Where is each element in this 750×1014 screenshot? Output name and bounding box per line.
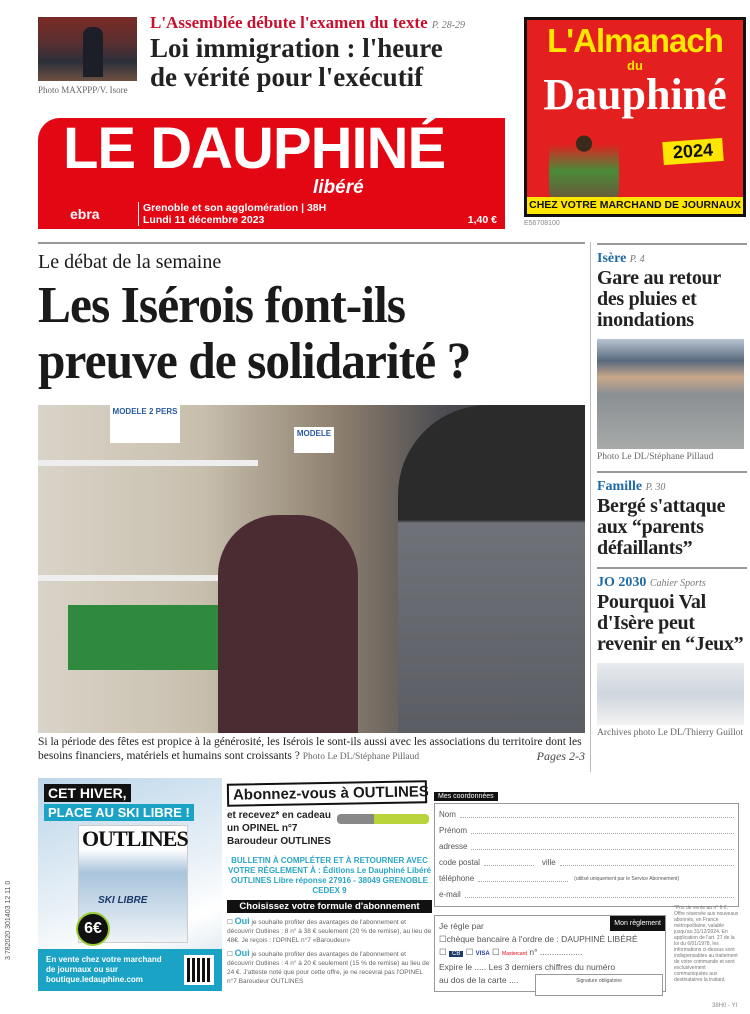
sidebar-headline-jo[interactable]: Pourquoi Val d'Isère peut revenir en “Jeux”	[597, 591, 744, 655]
main-caption	[38, 735, 585, 764]
expiry-row[interactable]: Expire le ..... Les 3 derniers chiffres du numéro	[439, 962, 616, 972]
ski-ad-headline2: PLACE AU SKI LIBRE !	[44, 804, 194, 821]
mastercard-icon: Mastercard	[502, 951, 528, 957]
field-label: ville	[541, 858, 556, 867]
almanach-year: 2024	[662, 138, 724, 165]
subscription-option-1[interactable]: ☐ Oui je souhaite profiter des avantages de l'abonnement et découvrir Outlines : 8 n° à 38 € seulement (20 % de remise), au lieu de 48€. Je reçois : l'OPINEL n°7 «Baroudeur»	[227, 916, 432, 944]
opinel-knife-icon	[337, 814, 429, 824]
divider	[38, 242, 585, 244]
page-ref: P. 4	[629, 254, 645, 265]
masthead-logo: LE DAUPHINÉ	[63, 116, 446, 181]
photo-sign: MODELE 2 PERS	[110, 405, 180, 443]
edition-name: Grenoble et son agglomération | 38H	[143, 202, 327, 214]
ski-ad-headline1: CET HIVER,	[44, 784, 131, 802]
masthead-logo-sub: libéré	[313, 177, 364, 198]
outlines-ski-ad[interactable]	[38, 778, 222, 991]
sidebar-kicker-jo	[597, 574, 747, 592]
price-badge: 6€	[76, 912, 110, 946]
man-receiving	[398, 405, 585, 733]
kicker-text: JO 2030	[597, 575, 647, 590]
subscription-choose-bar: Choisissez votre formule d'abonnement	[227, 900, 432, 913]
sidebar-headline-famille[interactable]: Bergé s'attaque aux “parents défaillants”	[597, 495, 726, 559]
field-code-postal[interactable]	[439, 855, 734, 871]
issue-date: Lundi 11 décembre 2023	[143, 214, 265, 226]
almanach-title: L'Almanach	[547, 22, 723, 59]
divider	[597, 567, 747, 569]
divider	[597, 471, 747, 473]
subscription-gift: et recevez* en cadeau un OPINEL n°7 Baroudeur OUTLINES	[227, 810, 331, 847]
sidebar-kicker-isere	[597, 250, 747, 268]
almanach-character-illustration	[549, 130, 619, 198]
signature-label: Signature obligatoire	[576, 978, 622, 984]
field-input[interactable]	[484, 855, 534, 866]
phone-note: (utilisé uniquement par le Service Abonnement)	[574, 876, 680, 882]
subscription-form	[434, 785, 739, 992]
cvv-label: Les 3 derniers chiffres du numéro	[488, 962, 616, 972]
field-adresse[interactable]	[439, 839, 734, 855]
almanach-code: E56708100	[524, 220, 560, 227]
column-divider	[590, 242, 591, 772]
photo-sign: MODELE	[294, 427, 334, 453]
field-input[interactable]	[460, 807, 734, 818]
field-input[interactable]	[471, 823, 734, 834]
teaser-photo	[38, 17, 137, 81]
kicker-text: Isère	[597, 251, 627, 266]
issue-price: 1,40 €	[467, 214, 497, 226]
coordinates-label: Mes coordonnées	[434, 792, 498, 801]
teaser-photo-credit: Photo MAXPPP/V. Isore	[38, 85, 128, 95]
expiry-label: Expire le	[439, 962, 473, 972]
signature-box[interactable]	[535, 974, 663, 996]
barcode: 3 782020 301403 12 11 0	[5, 880, 12, 960]
payment-box	[434, 915, 666, 992]
edition-info	[138, 202, 326, 226]
volunteer-woman	[218, 515, 358, 733]
ski-ad-footer-text: En vente chez votre marchand de journaux ou sur boutique.ledauphine.com	[46, 955, 162, 984]
field-label: téléphone	[439, 874, 475, 883]
subscription-ad	[227, 782, 432, 992]
field-input[interactable]	[471, 839, 734, 850]
legal-text: *Prix de vente au n° 6 €. Offre réservée aux nouveaux abonnés, en France métropolitaine, valable jusqu'au 31/12/2024. En application de l'art. 27 de la loi du 6/01/1978, les informations ci-dessus sont indispensables au traitement de votre commande et sont exclusivement communiquées aux destinataires la traitant.	[674, 905, 739, 983]
almanach-ad[interactable]	[524, 17, 746, 217]
main-headline-line2: preuve de solidarité ?	[38, 333, 471, 390]
field-label: e-mail	[439, 890, 461, 899]
teaser-headline[interactable]	[150, 34, 443, 92]
main-headline-line1: Les Isérois font-ils	[38, 277, 406, 334]
photo-credit: Photo Le DL/Stéphane Pillaud	[302, 752, 420, 762]
page-number: 38H0 - YI	[712, 1003, 738, 1009]
almanach-footer: CHEZ VOTRE MARCHAND DE JOURNAUX	[527, 197, 743, 214]
cheque-option[interactable]: ☐chèque bancaire à l'ordre de : DAUPHINÉ LIBÉRÉ	[439, 934, 638, 944]
caption-text: Si la période des fêtes est propice à la générosité, les Isérois le sont-ils aussi avec les associations du territoire dont les besoins financiers, matériels et humains sont croissants ?	[38, 736, 582, 762]
main-headline[interactable]	[38, 278, 470, 390]
sidebar-kicker-famille	[597, 478, 747, 496]
val-disere-photo	[597, 663, 744, 725]
green-crates	[68, 605, 218, 670]
page-ref: P. 30	[645, 482, 666, 493]
divider	[597, 243, 747, 245]
subscription-option-2[interactable]: ☐ Oui je souhaite profiter des avantages de l'abonnement et découvrir Outlines : 4 n° à 20 € seulement (15 % de remise) au lieu de 24 €. J'atteste noté que pour cette offre, je ne recevrai pas l'OPINEL n°7 Baroudeur OUTLINES	[227, 948, 430, 985]
teaser-kicker-text: L'Assemblée débute l'examen du texte	[150, 13, 428, 32]
option-yes: Oui	[234, 916, 250, 926]
main-photo	[38, 405, 585, 733]
ebra-logo: ebra	[70, 206, 100, 222]
cvv-label-2: au dos de la carte	[439, 975, 507, 985]
sidebar-headline-isere[interactable]: Gare au retour des pluies et inondations	[597, 267, 721, 331]
field-label: Nom	[439, 810, 456, 819]
almanach-dauphine: Dauphiné	[543, 70, 727, 119]
field-label: Prénom	[439, 826, 468, 835]
field-input[interactable]	[478, 871, 568, 882]
page-ref: Cahier Sports	[649, 578, 706, 589]
cvv-row[interactable]: au dos de la carte ....	[439, 975, 519, 985]
cb-card-icon: CB	[449, 951, 463, 957]
teaser-headline-line2: de vérité pour l'exécutif	[150, 62, 424, 92]
photo-credit: Photo Le DL/Stéphane Pillaud	[597, 452, 714, 462]
visa-card-icon: VISA	[475, 951, 490, 957]
magazine-subtitle: SKI LIBRE	[98, 895, 148, 906]
cheque-text: chèque bancaire à l'ordre de : DAUPHINÉ LIBÉRÉ	[446, 934, 638, 944]
pay-by-label: Je règle par	[439, 921, 484, 931]
subscription-bulletin: BULLETIN À COMPLÉTER ET À RETOURNER AVEC VOTRE RÈGLEMENT À : Éditions Le Dauphiné Libéré OUTLINES Libre réponse 27916 - 38049 GRENOBLE CEDEX 9	[227, 856, 432, 895]
field-email[interactable]	[439, 887, 734, 903]
magazine-title: OUTLINES	[82, 826, 188, 851]
field-input[interactable]	[560, 855, 734, 866]
option-yes: Oui	[234, 948, 250, 958]
pages-ref: Pages 2-3	[536, 749, 585, 763]
field-label: adresse	[439, 842, 468, 851]
payment-label: Mon règlement	[610, 916, 665, 931]
isere-flood-photo	[597, 339, 744, 449]
field-nom[interactable]	[439, 807, 734, 823]
card-options[interactable]: ☐ CB ☐ VISA ☐ Mastercard n° ..................	[439, 947, 583, 957]
card-number-label: n°	[529, 947, 538, 957]
field-telephone[interactable]	[439, 871, 734, 887]
option-text: je souhaite profiter des avantages de l'abonnement et découvrir Outlines : 4 n° à 20 € seulement (15 % de remise) au lieu de 24 €. J'atteste noté que pour cette offre, je ne recevrai pas l'OPINEL n°7 Baroudeur OUTLINES	[227, 951, 430, 985]
almanach-du: du	[627, 58, 643, 73]
field-prenom[interactable]	[439, 823, 734, 839]
main-kicker: Le débat de la semaine	[38, 251, 222, 273]
teaser-kicker	[150, 13, 465, 33]
field-label: code postal	[439, 858, 480, 867]
photo-credit: Archives photo Le DL/Thierry Guillot	[597, 728, 744, 738]
qr-code-icon[interactable]	[184, 955, 214, 985]
option-text: je souhaite profiter des avantages de l'abonnement et découvrir Outlines : 8 n° à 38 € seulement (20 % de remise), au lieu de 48€. Je reçois : l'OPINEL n°7 «Baroudeur»	[227, 919, 432, 944]
teaser-page-ref: P. 28-29	[431, 20, 466, 31]
coordinates-box	[434, 803, 739, 907]
subscription-title: Abonnez-vous à OUTLINES	[227, 780, 427, 806]
masthead[interactable]	[38, 118, 505, 229]
field-input[interactable]	[465, 887, 734, 898]
kicker-text: Famille	[597, 479, 643, 494]
teaser-headline-line1: Loi immigration : l'heure	[150, 33, 443, 63]
sidebar	[597, 243, 747, 747]
shelf	[38, 460, 258, 466]
